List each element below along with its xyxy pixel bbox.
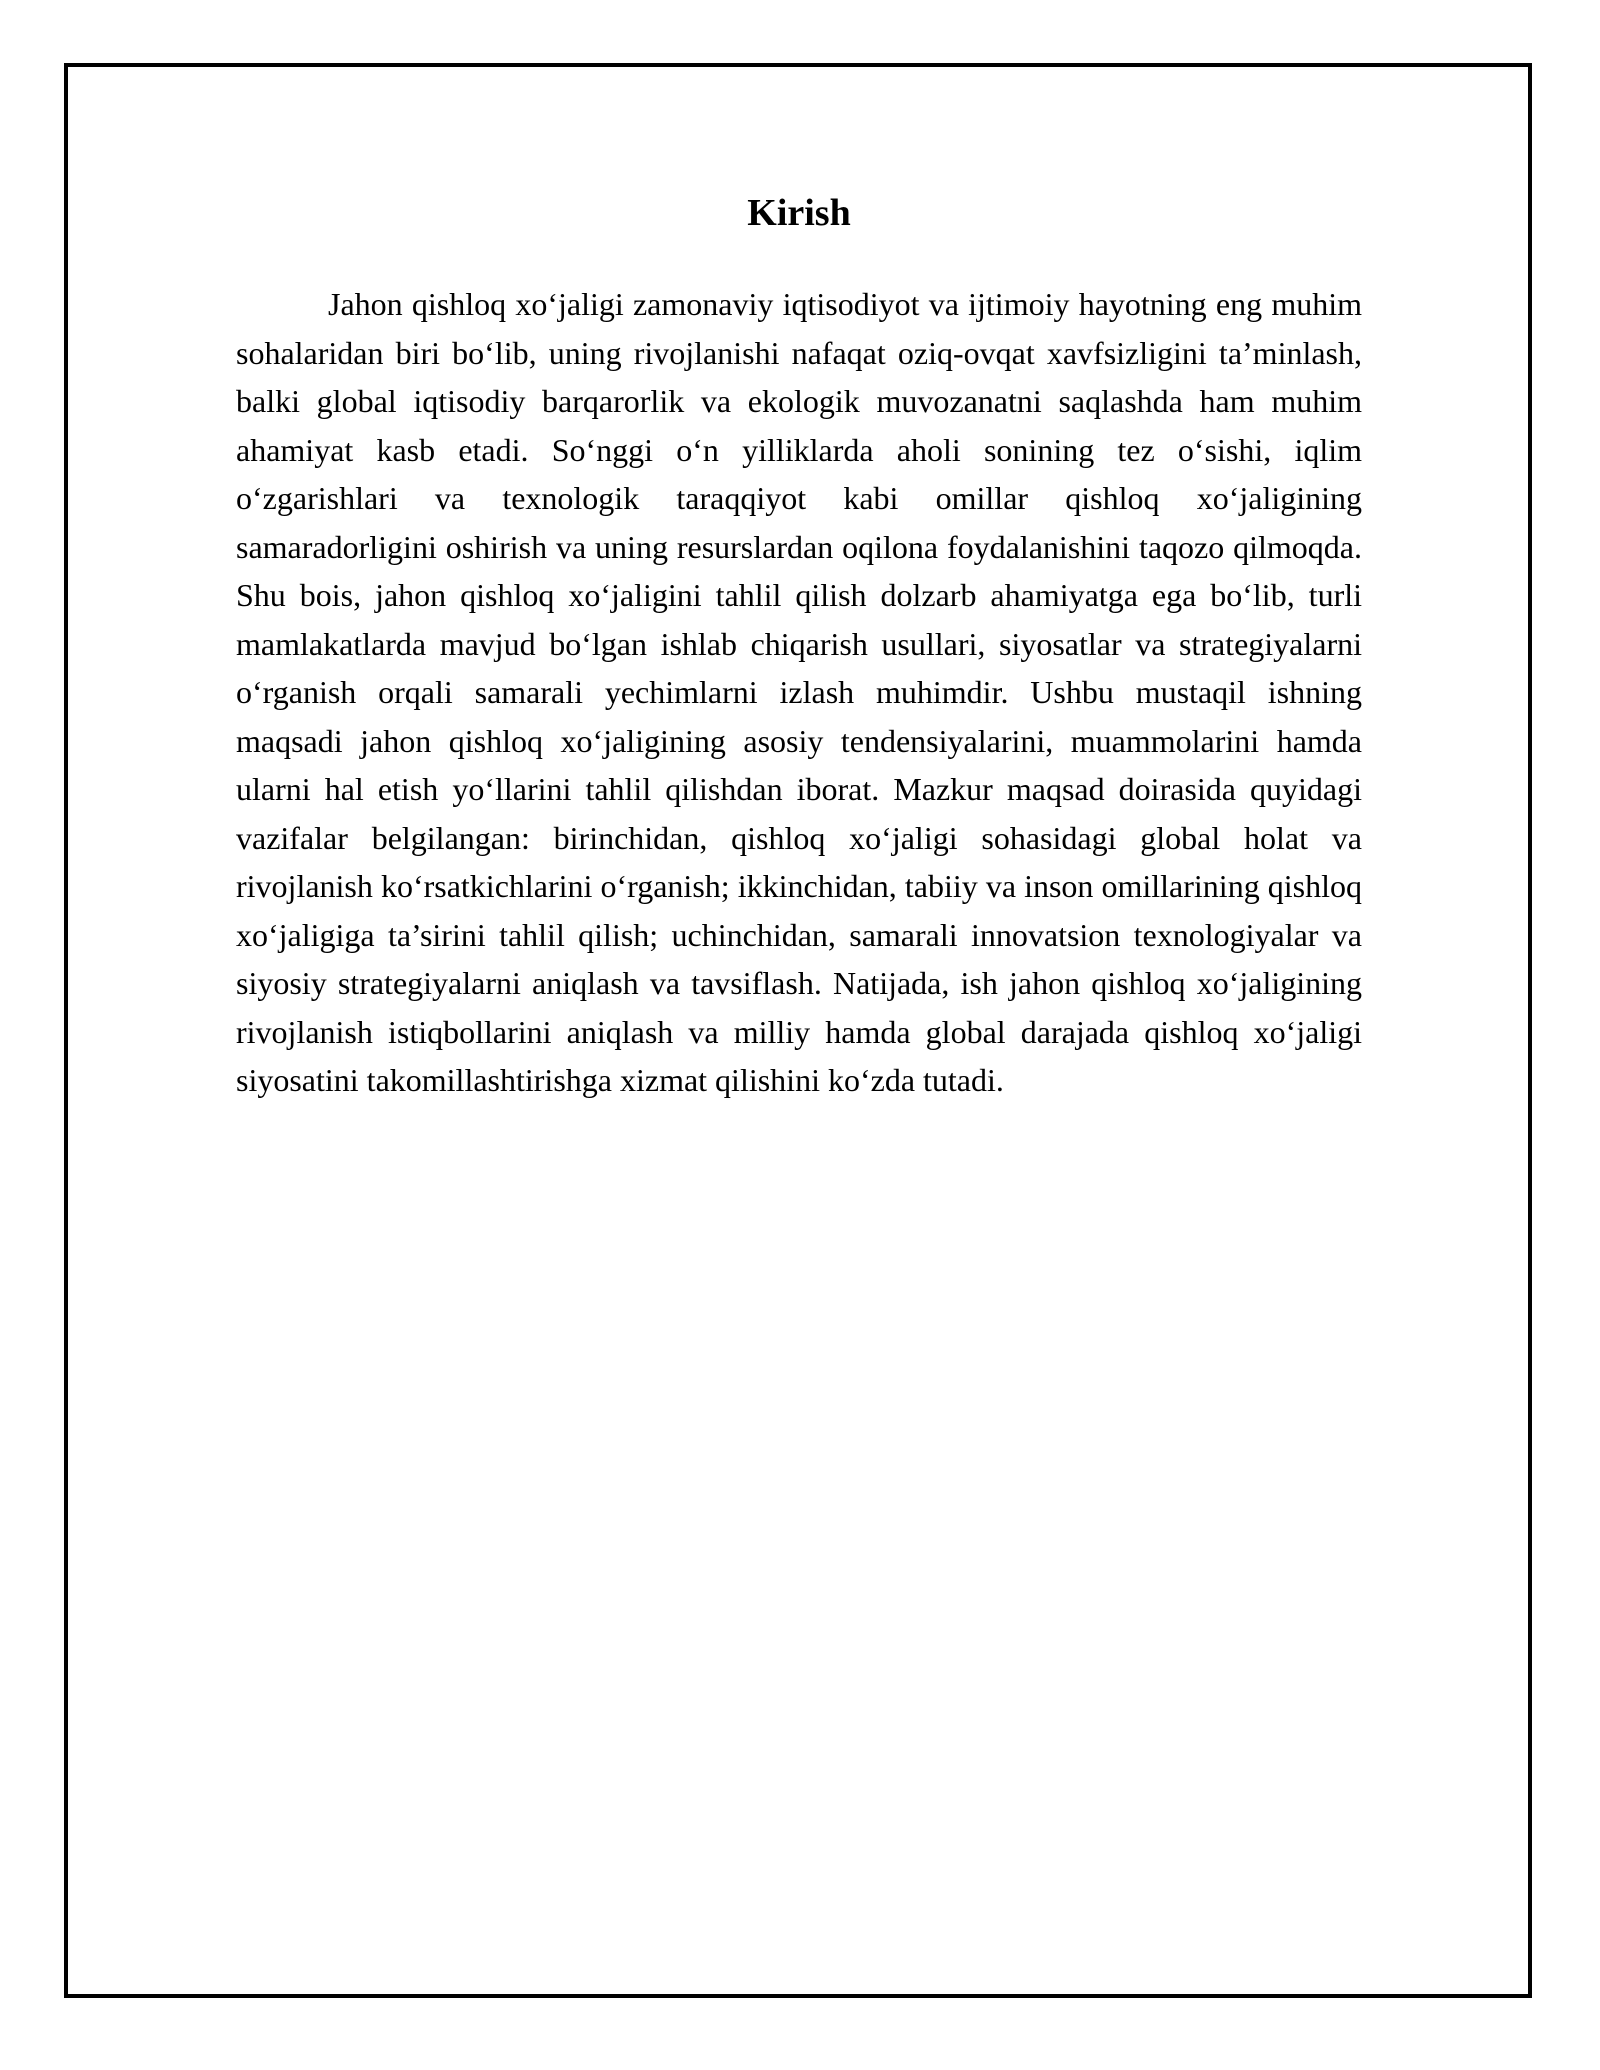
page-title: Kirish — [747, 192, 851, 234]
document-content — [236, 184, 1362, 1105]
body-paragraph: Jahon qishloq xo‘jaligi zamonaviy iqtisodiyot va ijtimoiy hayotning eng muhim sohalaridan biri bo‘lib, uning rivojlanishi nafaqat oziq-ovqat xavfsizligini ta’minlash, balki global iqtisodiy barqarorlik va ekologik muvozanatni saqlashda ham muhim ahamiyat kasb etadi. So‘nggi o‘n yilliklarda aholi sonining tez o‘sishi, iqlim o‘zgarishlari va texnologik taraqqiyot kabi omillar qishloq xo‘jaligining samaradorligini oshirish va uning resurslardan oqilona foydalanishini taqozo qilmoqda. Shu bois, jahon qishloq xo‘jaligini tahlil qilish dolzarb ahamiyatga ega bo‘lib, turli mamlakatlarda mavjud bo‘lgan ishlab chiqarish usullari, siyosatlar va strategiyalarni o‘rganish orqali samarali yechimlarni izlash muhimdir. Ushbu mustaqil ishning maqsadi jahon qishloq xo‘jaligining asosiy tendensiyalarini, muammolarini hamda ularni hal etish yo‘llarini tahlil qilishdan iborat. Mazkur maqsad doirasida quyidagi vazifalar belgilangan: birinchidan, qishloq xo‘jaligi sohasidagi global holat va rivojlanish ko‘rsatkichlarini o‘rganish; ikkinchidan, tabiiy va inson omillarining qishloq xo‘jaligiga ta’sirini tahlil qilish; uchinchidan, samarali innovatsion texnologiyalar va siyosiy strategiyalarni aniqlash va tavsiflash. Natijada, ish jahon qishloq xo‘jaligining rivojlanish istiqbollarini aniqlash va milliy hamda global darajada qishloq xo‘jaligi siyosatini takomillashtirishga xizmat qilishini ko‘zda tutadi. — [236, 286, 1362, 1098]
